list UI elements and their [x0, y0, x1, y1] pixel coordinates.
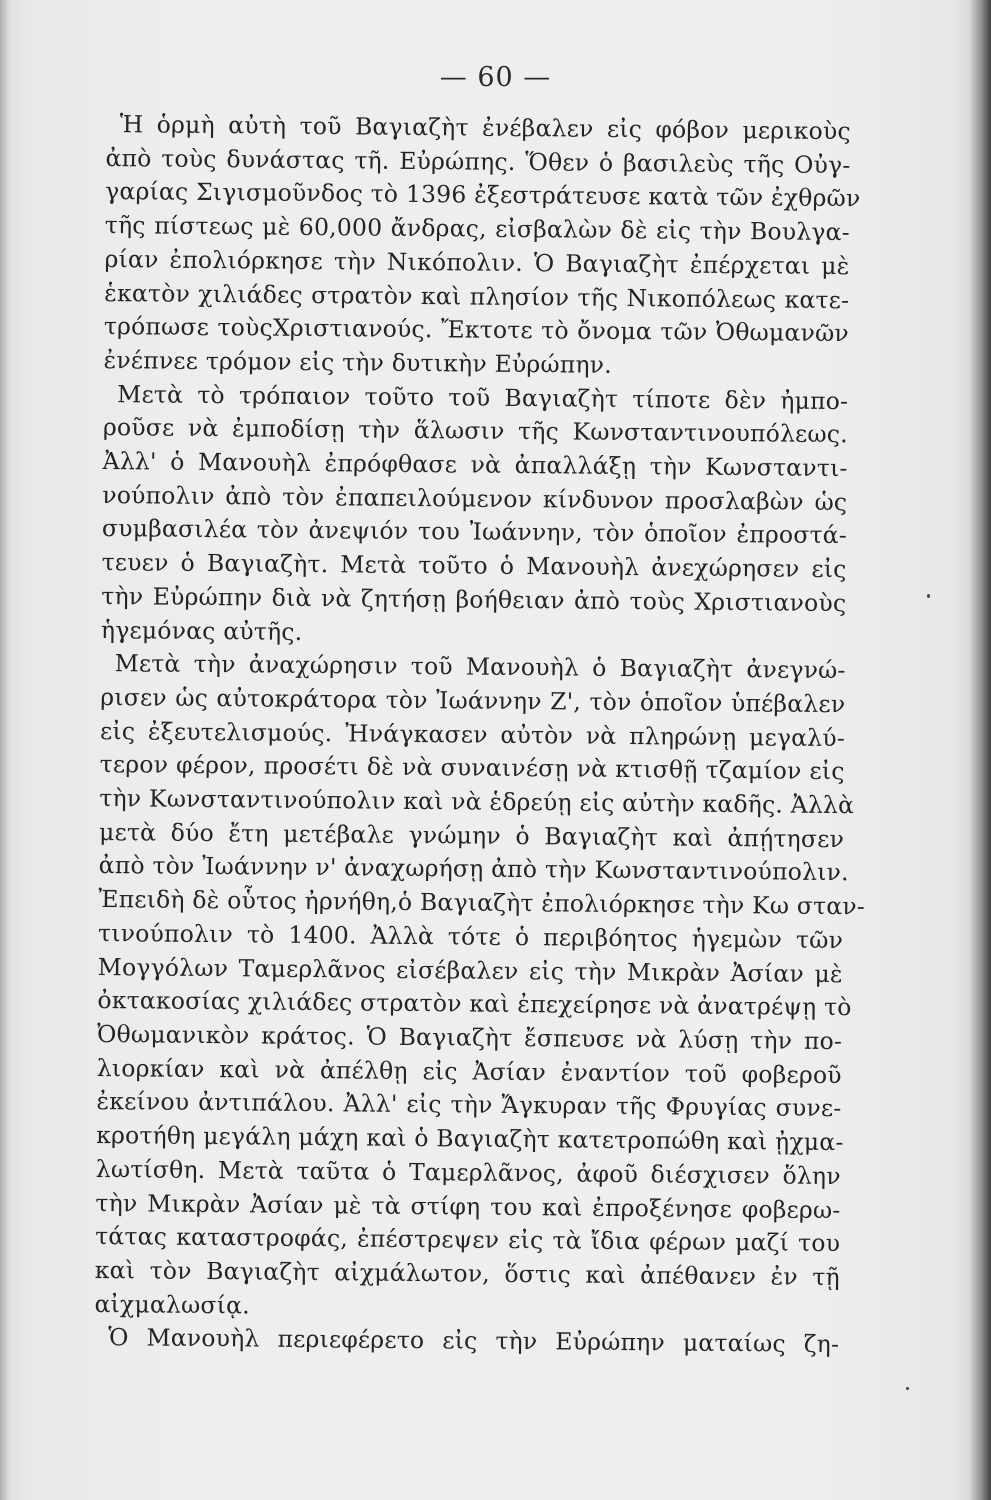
- text-line: Ὀθωμανικὸν κράτος. Ὁ Βαγιαζὴτ ἔσπευσε νὰ λύσῃ τὴν πο-: [96, 1019, 843, 1056]
- text-line: συμβασιλέα τὸν ἀνεψιόν του Ἰωάννην, τὸν ὁποῖον ἐπροστά-: [101, 514, 848, 550]
- text-line: εἰς ἐξευτελισμούς. Ἠνάγκασεν αὐτὸν νὰ πληρώνῃ μεγαλύ-: [99, 716, 846, 752]
- text-line: τάτας καταστροφάς, ἐπέστρεψεν εἰς τὰ ἴδια φέρων μαζί του: [95, 1222, 841, 1258]
- text-line: ροῦσε νὰ ἐμποδίσῃ τὴν ἅλωσιν τῆς Κωνσταντινουπόλεως.: [102, 413, 849, 449]
- text-line: Μετὰ τὸ τρόπαιον τοῦτο τοῦ Βαγιαζὴτ τίποτε δὲν ἠμπο-: [117, 379, 849, 415]
- text-line: ρισεν ὡς αὐτοκράτορα τὸν Ἰωάννην Ζ', τὸν ὁποῖον ὑπέβαλεν: [100, 682, 846, 719]
- text-line: τερον φέρον, προσέτι δὲ νὰ συναινέσῃ νὰ κτισθῇ τζαμίον εἰς: [99, 750, 845, 786]
- text-line: ἑκατὸν χιλιάδες στρατὸν καὶ πλησίον τῆς Νικοπόλεως κατε-: [104, 278, 850, 314]
- text-line: τὴν Κωνσταντινούπολιν καὶ νὰ ἑδρεύῃ εἰς αὐτὴν καδῆς. Ἀλλὰ: [99, 784, 855, 820]
- text-line: λιορκίαν καὶ νὰ ἀπέλθῃ εἰς Ἀσίαν ἐναντίον τοῦ φοβεροῦ: [96, 1053, 842, 1089]
- text-line: ἀπὸ τοὺς δυνάστας τῆ. Εὐρώπης. Ὅθεν ὁ βασιλεὺς τῆς Οὐγ-: [105, 143, 851, 179]
- text-line: κροτήθη μεγάλη μάχη καὶ ὁ Βαγιαζὴτ κατετροπώθη καὶ ᾐχμα-: [96, 1121, 844, 1157]
- body-text: [94, 108, 866, 1362]
- text-line: τρόπωσε τοὺςΧριστιανούς. Ἔκτοτε τὸ ὄνομα τῶν Ὀθωμανῶν: [103, 312, 850, 348]
- text-line: αἰχμαλωσίᾳ.: [94, 1289, 250, 1320]
- text-line: τευεν ὁ Βαγιαζὴτ. Μετὰ τοῦτο ὁ Μανουὴλ ἀνεχώρησεν εἰς: [101, 548, 847, 584]
- text-line: νούπολιν ἀπὸ τὸν ἐπαπειλούμενον κίνδυνον προσλαβὼν ὡς: [102, 480, 848, 516]
- text-line: Ἐπειδὴ δὲ οὗτος ἠρνήθη,ὁ Βαγιαζὴτ ἐπολιόρκησε τὴν Κω σταν-: [98, 885, 866, 921]
- paper-speck: [927, 594, 930, 598]
- text-line: τῆς πίστεως μὲ 60,000 ἄνδρας, εἰσβαλὼν δὲ εἰς τὴν Βουλγα-: [104, 211, 850, 247]
- text-line: Ἀλλ' ὁ Μανουὴλ ἐπρόφθασε νὰ ἀπαλλάξῃ τὴν Κωνσταντι-: [102, 447, 848, 483]
- text-line: ἀπὸ τὸν Ἰωάννην ν' ἀναχωρήσῃ ἀπὸ τὴν Κωνσταντινούπολιν.: [98, 851, 849, 887]
- text-line: Μογγόλων Ταμερλᾶνος εἰσέβαλεν εἰς τὴν Μικρὰν Ἀσίαν μὲ: [97, 952, 843, 988]
- text-line: ἡγεμόνας αὐτῆς.: [100, 615, 303, 646]
- text-line: τὴν Μικρὰν Ἀσίαν μὲ τὰ στίφη του καὶ ἐπροξένησε φοβερω-: [95, 1188, 841, 1224]
- text-line: γαρίας Σιγισμοῦνδος τὸ 1396 ἐξεστράτευσε κατὰ τῶν ἐχθρῶν: [105, 177, 861, 213]
- paper-speck: [906, 1387, 909, 1390]
- text-line: Ὁ Μανουὴλ περιεφέρετο εἰς τὴν Εὐρώπην ματαίως ζη-: [108, 1323, 840, 1359]
- text-line: τὴν Εὐρώπην διὰ νὰ ζητήσῃ βοήθειαν ἀπὸ τοὺς Χριστιανοὺς: [101, 581, 847, 617]
- text-line: καὶ τὸν Βαγιαζὴτ αἰχμάλωτον, ὅστις καὶ ἀπέθανεν ἐν τῇ: [94, 1255, 840, 1292]
- text-line: ἐκείνου ἀντιπάλου. Ἀλλ' εἰς τὴν Ἄγκυραν τῆς Φρυγίας συνε-: [96, 1087, 842, 1123]
- page-edge-shadow-left: [0, 0, 10, 1500]
- text-line: ὀκτακοσίας χιλιάδες στρατὸν καὶ ἐπεχείρησε νὰ ἀνατρέψῃ τὸ: [97, 986, 852, 1022]
- text-line: ἐνέπνεε τρόμον εἰς τὴν δυτικὴν Εὐρώπην.: [103, 345, 612, 379]
- text-line: λωτίσθη. Μετὰ ταῦτα ὁ Ταμερλᾶνος, ἀφοῦ διέσχισεν ὅλην: [95, 1154, 841, 1190]
- text-line: ρίαν ἐπολιόρκησε τὴν Νικόπολιν. Ὁ Βαγιαζὴτ ἐπέρχεται μὲ: [104, 244, 850, 280]
- text-line: Μετὰ τὴν ἀναχώρησιν τοῦ Μανουὴλ ὁ Βαγιαζὴτ ἀνεγνώ-: [114, 649, 846, 685]
- text-line: Ἡ ὁρμὴ αὐτὴ τοῦ Βαγιαζὴτ ἐνέβαλεν εἰς φόβον μερικοὺς: [119, 110, 851, 146]
- page-number: — 60 —: [439, 62, 552, 93]
- text-line: τινούπολιν τὸ 1400. Ἀλλὰ τότε ὁ περιβόητος ἡγεμὼν τῶν: [97, 918, 844, 954]
- page-edge-shadow-right: [969, 0, 991, 1500]
- text-line: μετὰ δύο ἔτη μετέβαλε γνώμην ὁ Βαγιαζὴτ καὶ ἀπῄτησεν: [98, 817, 845, 853]
